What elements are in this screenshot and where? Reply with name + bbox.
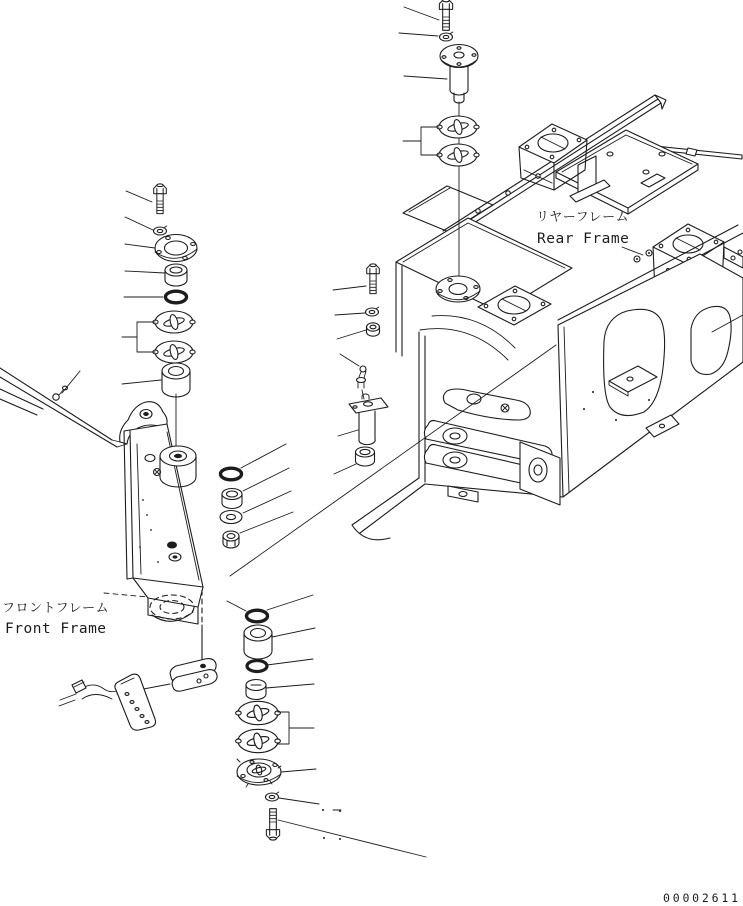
upper-hinge-pin: [404, 45, 478, 104]
rear-frame-label-leader: [622, 247, 643, 255]
left-shim-1: [153, 311, 195, 333]
middle-nut: [337, 323, 380, 339]
seal-o-ring: [221, 468, 242, 480]
upper-pin-stack: [399, 0, 479, 166]
bottom-retainer-cover: [237, 759, 316, 787]
left-o-ring: [166, 291, 187, 303]
left-shim-bracket: [122, 322, 155, 352]
rear-frame-pin-boss: [436, 276, 480, 302]
bottom-o-ring-1: [247, 610, 268, 622]
bottom-o-ring-2: [247, 660, 267, 671]
middle-stack: [333, 264, 388, 474]
middle-bolt: [367, 264, 380, 294]
rear-frame-label-en: Rear Frame: [537, 231, 630, 247]
upper-shim-bracket: [403, 127, 439, 155]
left-shim-2: [153, 341, 195, 363]
frame-grease-fitting: [53, 371, 80, 400]
left-bolt: [154, 184, 167, 214]
rear-frame-label-jp: リヤーフレーム: [536, 210, 630, 225]
front-frame-boom-lines: [0, 368, 117, 447]
drawing-number: 00002611: [663, 891, 741, 905]
front-frame-lower-hinge: [104, 578, 203, 660]
upper-bolt: [439, 0, 452, 30]
long-leader-line: [230, 345, 556, 576]
rear-frame-side-panel: [558, 254, 743, 497]
upper-shim-1: [437, 116, 479, 138]
bottom-shim-bracket: [278, 712, 314, 744]
rear-frame: [230, 95, 743, 576]
left-spacer: [125, 264, 187, 286]
front-frame: [0, 368, 217, 730]
bottom-bolt: [266, 809, 279, 840]
bottom-collar: [246, 680, 314, 700]
seal-stack: [220, 444, 293, 548]
bottom-bushing: [244, 625, 315, 659]
seal-spacer: [222, 468, 289, 509]
middle-washer: [366, 307, 379, 316]
leader-upper-bolt: [404, 7, 439, 20]
rear-frame-hinge-pillar: [352, 316, 563, 540]
left-stack: [122, 184, 197, 397]
left-bushing: [122, 363, 190, 397]
front-frame-tower: [112, 402, 203, 587]
left-lock-washer: [154, 226, 167, 235]
front-frame-step-bracket: [59, 674, 156, 730]
left-retainer-plate: [125, 235, 197, 262]
upper-shim-2: [437, 144, 479, 166]
bottom-shim-2: [236, 729, 281, 752]
bottom-washer: [266, 792, 279, 801]
upper-washer: [440, 32, 453, 41]
bottom-shim-1: [236, 701, 281, 724]
bottom-stack: [227, 595, 426, 857]
front-frame-label-jp: フロントフレーム: [2, 601, 110, 616]
middle-collar: [334, 447, 375, 474]
grease-fitting: [340, 354, 366, 399]
front-frame-label-en: Front Frame: [5, 621, 107, 637]
lower-hinge-pin: [338, 394, 388, 445]
